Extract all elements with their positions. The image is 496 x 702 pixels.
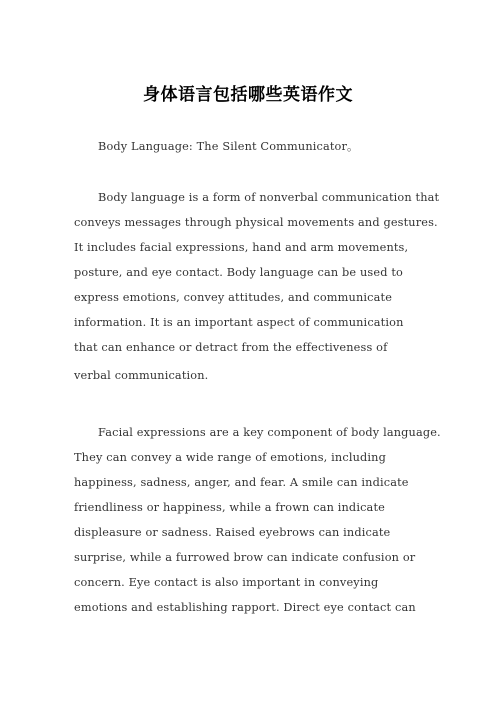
paragraph1-line-4: posture, and eye contact. Body language can be used to: [74, 266, 403, 279]
paragraph2-line-6: surprise, while a furrowed brow can indicate confusion or: [74, 551, 416, 564]
document-title: 身体语言包括哪些英语作文: [143, 85, 353, 105]
subtitle-line: Body Language: The Silent Communicator。: [98, 140, 359, 153]
paragraph1-line-5: express emotions, convey attitudes, and communicate: [74, 291, 393, 304]
paragraph1-line-7: that can enhance or detract from the effectiveness of: [74, 341, 388, 354]
paragraph2-line-5: displeasure or sadness. Raised eyebrows can indicate: [74, 526, 391, 539]
paragraph2-line-2: They can convey a wide range of emotions, including: [74, 451, 386, 464]
paragraph1-line-6: information. It is an important aspect of communication: [74, 316, 404, 329]
paragraph1-line-8: verbal communication.: [74, 369, 209, 382]
paragraph2-line-4: friendliness or happiness, while a frown can indicate: [74, 501, 385, 514]
paragraph2-line-7: concern. Eye contact is also important in conveying: [74, 576, 379, 589]
paragraph1-line-1: Body language is a form of nonverbal communication that: [98, 191, 440, 204]
paragraph2-line-1: Facial expressions are a key component of body language.: [98, 426, 441, 439]
paragraph1-line-3: It includes facial expressions, hand and arm movements,: [74, 241, 409, 254]
paragraph2-line-8: emotions and establishing rapport. Direct eye contact can: [74, 601, 416, 614]
paragraph1-line-2: conveys messages through physical movements and gestures.: [74, 216, 438, 229]
paragraph2-line-3: happiness, sadness, anger, and fear. A smile can indicate: [74, 476, 409, 489]
